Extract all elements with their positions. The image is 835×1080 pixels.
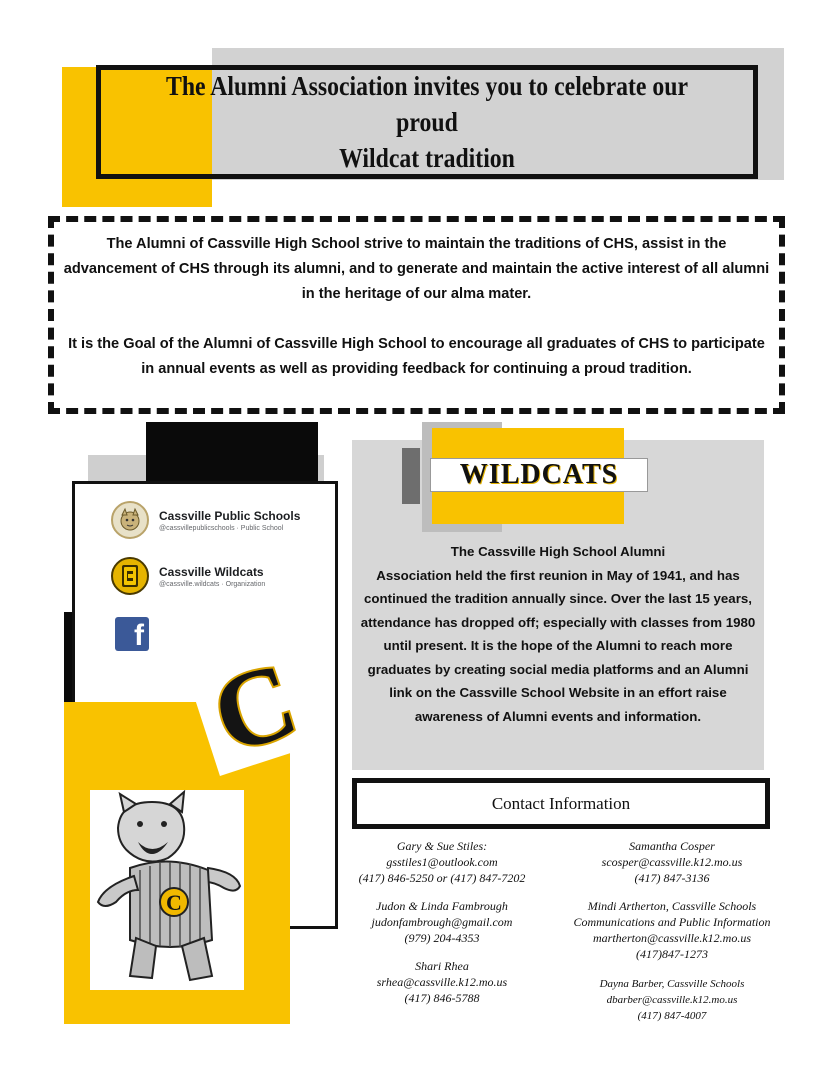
logo-dark-bar	[402, 448, 420, 504]
contact-phone: (417) 847-4007	[637, 1010, 707, 1022]
contact-email[interactable]: dbarber@cassville.k12.mo.us	[606, 994, 738, 1006]
contact-name: Dayna Barber, Cassville Schools	[599, 978, 745, 990]
contact-barber	[556, 976, 788, 1024]
contact-rhea	[340, 958, 544, 1006]
title-line-1: The Alumni Association invites you to celebrate our proud	[165, 71, 689, 137]
wildcat-crest-icon	[118, 562, 142, 590]
badge-letter: C	[199, 639, 311, 776]
page-title	[145, 68, 708, 176]
wildcats-logo-text: WILDCATS	[459, 459, 619, 490]
contact-name: Judon & Linda Fambrough	[376, 899, 508, 913]
contact-stiles	[340, 838, 544, 886]
wildcats-logo	[430, 458, 648, 492]
contact-title: Communications and Public Information	[573, 915, 771, 929]
mission-paragraph-1: The Alumni of Cassville High School strive to maintain the traditions of CHS, assist in the advancement of CHS through its alumni, and to generate and maintain the active interest of all alumni in the heritage of our alma mater.	[63, 236, 770, 302]
social-account-name: Cassville Public Schools	[159, 508, 301, 523]
left-black-accent	[146, 422, 318, 482]
contact-phone: (417) 846-5788	[404, 991, 480, 1005]
facebook-icon[interactable]: f	[115, 617, 149, 651]
contact-phone: (417) 846-5250 or (417) 847-7202	[358, 871, 526, 885]
contact-fambrough	[340, 898, 544, 946]
title-line-2: Wildcat tradition	[339, 143, 515, 173]
social-account-name: Cassville Wildcats	[159, 564, 264, 579]
cassville-public-schools-avatar	[111, 501, 149, 539]
contact-phone: (417)847-1273	[636, 947, 708, 961]
contact-name: Gary & Sue Stiles:	[396, 839, 488, 853]
contact-email[interactable]: martherton@cassville.k12.mo.us	[592, 931, 752, 945]
contact-name: Samantha Cosper	[629, 839, 715, 853]
contact-email[interactable]: srhea@cassville.k12.mo.us	[376, 975, 508, 989]
contact-phone: (979) 204-4353	[404, 931, 480, 945]
social-account-cassville-public-schools[interactable]	[111, 501, 300, 539]
mascot-frame	[90, 790, 244, 990]
contact-artherton	[556, 898, 788, 962]
contact-heading-box	[352, 778, 770, 829]
contact-name: Shari Rhea	[415, 959, 469, 973]
contact-email[interactable]: scosper@cassville.k12.mo.us	[601, 855, 743, 869]
mission-statement-box	[48, 216, 785, 414]
contact-phone: (417) 847-3136	[634, 871, 710, 885]
cassville-wildcats-avatar	[111, 557, 149, 595]
title-banner	[96, 65, 758, 179]
mission-paragraph-2: It is the Goal of the Alumni of Cassville High School to encourage all graduates of CHS to participate in annual events as well as providing feedback for continuing a proud tradition.	[68, 336, 765, 377]
contact-email[interactable]: gsstiles1@outlook.com	[386, 855, 498, 869]
social-account-handle: @cassvillepublicschools · Public School	[159, 524, 284, 532]
wildcat-mascot-icon	[90, 790, 244, 990]
contact-cosper	[556, 838, 788, 886]
social-account-handle: @cassville.wildcats · Organization	[159, 580, 266, 588]
contact-email[interactable]: judonfambrough@gmail.com	[371, 915, 513, 929]
history-heading: The Cassville High School Alumni	[450, 544, 666, 559]
mascot-letter: C	[166, 890, 182, 915]
wildcat-head-icon	[117, 507, 143, 533]
contact-name: Mindi Artherton, Cassville Schools	[587, 899, 757, 913]
history-body: Association held the first reunion in May of 1941, and has continued the tradition annually since. Over the last 15 years, attendance has dropped off; especially with classes from 1980 until present. It is the hope of the Alumni to reach more graduates by creating social media platforms and an Alumni link on the Cassville School Website in an effort raise awareness of Alumni events and information.	[360, 567, 756, 724]
alumni-history	[356, 540, 760, 728]
social-account-cassville-wildcats[interactable]	[111, 557, 265, 595]
contact-heading: Contact Information	[491, 793, 631, 813]
